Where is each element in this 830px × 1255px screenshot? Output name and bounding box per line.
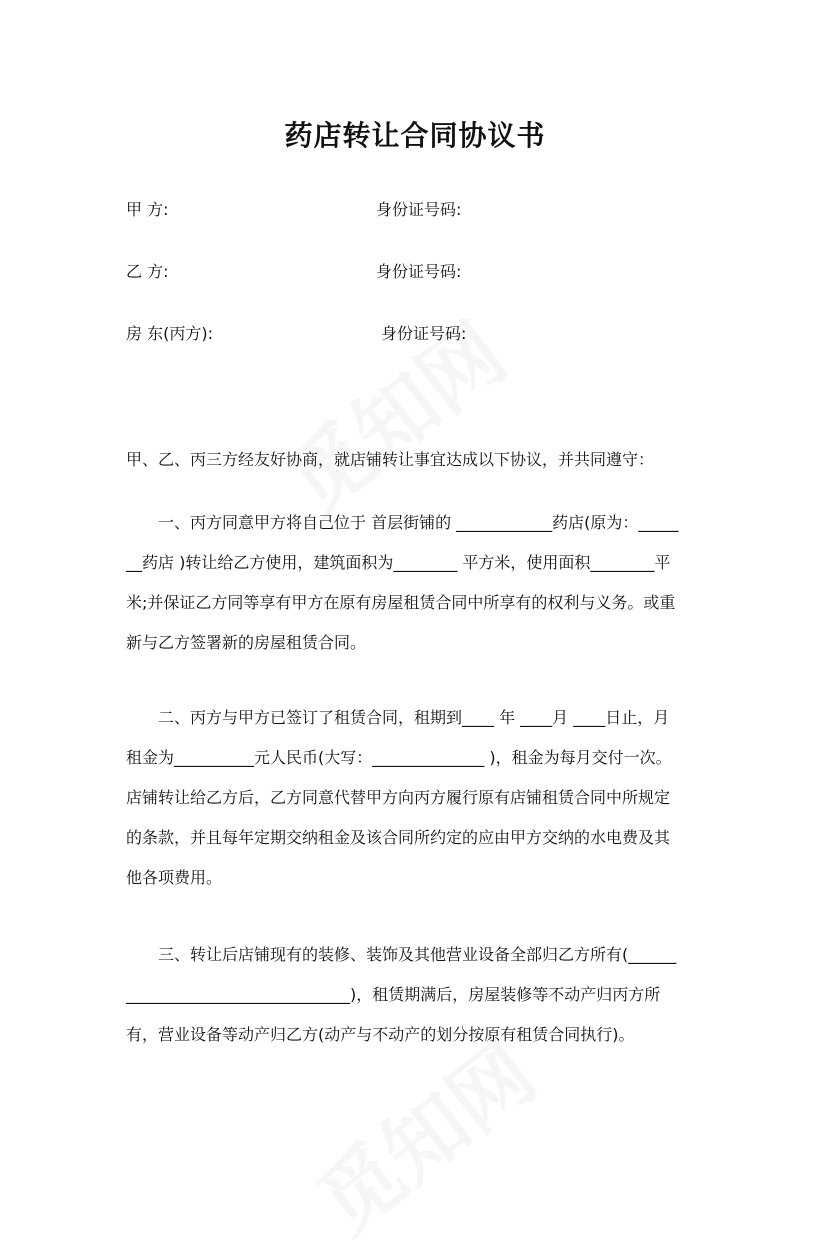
party-a-id-label: 身份证号码: xyxy=(376,200,462,219)
party-a-label: 甲 方: xyxy=(126,200,169,219)
landlord-id-label: 身份证号码: xyxy=(381,324,467,343)
clause-line: 的条款，并且每年定期交纳租金及该合同所约定的应由甲方交纳的水电费及其 xyxy=(126,828,671,847)
clause-line: 新与乙方签署新的房屋租赁合同。 xyxy=(126,633,367,652)
clause-line: 米;并保证乙方同等享有甲方在原有房屋租赁合同中所享有的权利与义务。或重 xyxy=(126,593,676,612)
document-title: 药店转让合同协议书 xyxy=(284,119,546,152)
intro-paragraph xyxy=(126,440,706,480)
landlord-label: 房 东(丙方): xyxy=(126,324,213,343)
clause-line: 租金为__________元人民币(大写：______________ )，租金为每月交付一次。 xyxy=(126,748,672,767)
clause-line: 二、丙方与甲方已签订了租赁合同，租期到____ 年 ____月 ____日止，月 xyxy=(158,708,670,727)
clause-line: ____________________________)，租赁期满后，房屋装修等不动产归丙方所 xyxy=(126,985,661,1004)
clause-line: 店铺转让给乙方后，乙方同意代替甲方向丙方履行原有店铺租赁合同中所规定 xyxy=(126,788,671,807)
clause-1 xyxy=(126,503,706,663)
clause-line: 他各项费用。 xyxy=(126,868,223,887)
clause-line: 一、丙方同意甲方将自己位于 首层街铺的 ____________药店(原为：_____ xyxy=(158,513,679,532)
party-b-label: 乙 方: xyxy=(126,262,169,281)
party-b-id-label: 身份证号码: xyxy=(376,262,462,281)
clause-3 xyxy=(126,935,706,1055)
clause-line: __药店 )转让给乙方使用，建筑面积为________ 平方米，使用面积________平 xyxy=(126,553,671,572)
clause-line: 三、转让后店铺现有的装修、装饰及其他营业设备全部归乙方所有(______ xyxy=(158,945,677,964)
clause-2 xyxy=(126,698,706,898)
clause-line: 有，营业设备等动产归乙方(动产与不动产的划分按原有租赁合同执行)。 xyxy=(126,1025,635,1044)
intro-line: 甲、乙、丙三方经友好协商，就店铺转让事宜达成以下协议，并共同遵守： xyxy=(126,450,655,469)
